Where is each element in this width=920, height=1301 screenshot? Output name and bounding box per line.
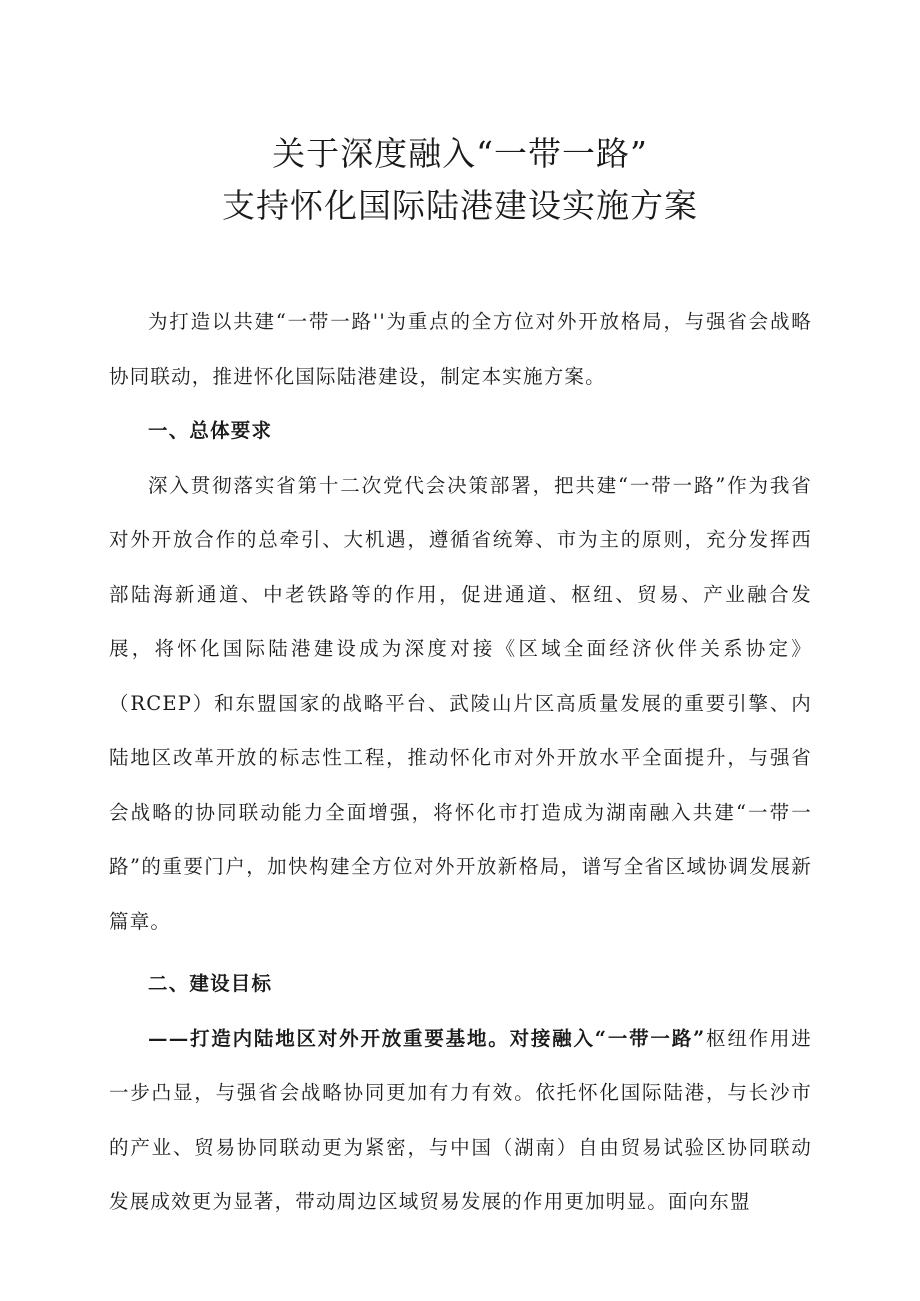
goal-paragraph-text: 枢纽作用进一步凸显，与强省会战略协同更加有力有效。依托怀化国际陆港，与长沙市的产业、贸易协同联动更为紧密，与中国（湖南）自由贸易试验区协同联动发展成效更为显著，带动周边区域贸易发展的作用更加明显。面向东盟 [109,1026,812,1213]
general-requirements-paragraph: 深入贯彻落实省第十二次党代会决策部署，把共建“一带一路”作为我省对外开放合作的总牵引、大机遇，遵循省统筹、市为主的原则，充分发挥西部陆海新通道、中老铁路等的作用，促进通道、枢纽、贸易、产业融合发展，将怀化国际陆港建设成为深度对接《区域全面经济伙伴关系协定》（RCEP）和东盟国家的战略平台、武陵山片区高质量发展的重要引擎、内陆地区改革开放的标志性工程，推动怀化市对外开放水平全面提升，与强省会战略的协同联动能力全面增强，将怀化市打造成为湖南融入共建“一带一路”的重要门户，加快构建全方位对外开放新格局，谱写全省区域协调发展新篇章。 [109,473,812,933]
document-title-line1: 关于深度融入“一带一路” [272,134,648,173]
spacer [109,949,812,957]
document-title-line2: 支持怀化国际陆港建设实施方案 [222,186,698,225]
goal-lead-bold: ——打造内陆地区对外开放重要基地。对接融入“一带一路” [148,1026,706,1050]
intro-paragraph: 为打造以共建“一带一路''为重点的全方位对外开放格局，与强省会战略协同联动，推进怀化国际陆港建设，制定本实施方案。 [109,310,812,388]
construction-goals-paragraph [109,1012,812,1230]
section-heading-construction-goals: 二、建设目标 [148,972,273,995]
document-body [109,295,812,1230]
section-heading-general-requirements: 一、总体要求 [148,419,273,442]
